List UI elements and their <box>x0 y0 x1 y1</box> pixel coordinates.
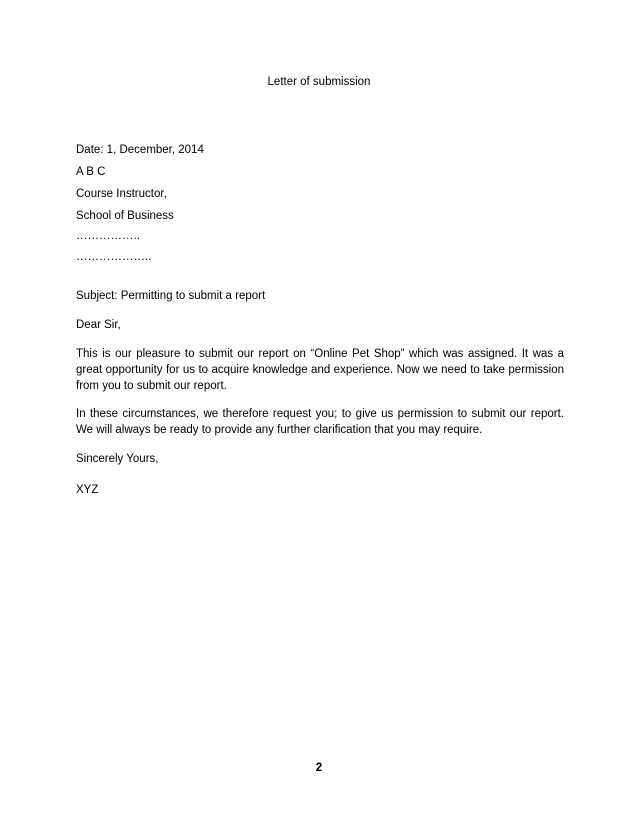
letter-signature: XYZ <box>76 484 99 496</box>
body-paragraph-1: This is our pleasure to submit our report on “Online Pet Shop” which was assigned. It was a great opportunity for us to acquire knowledge and experience. Now we need to take permission from you to submit our report. <box>76 348 564 392</box>
address-line-2: ……………….. <box>76 251 152 263</box>
letter-subject: Subject: Permitting to submit a report <box>76 290 266 302</box>
letter-date: Date: 1, December, 2014 <box>76 144 204 156</box>
recipient-department: School of Business <box>76 210 174 222</box>
letter-salutation: Dear Sir, <box>76 319 121 331</box>
body-paragraph-2: In these circumstances, we therefore request you; to give us permission to submit our report. We will always be ready to provide any further clarification that you may require. <box>76 408 564 436</box>
recipient-name: A B C <box>76 166 106 178</box>
page-number: 2 <box>315 762 323 774</box>
recipient-title: Course Instructor, <box>76 188 167 200</box>
letter-closing: Sincerely Yours, <box>76 453 159 465</box>
letter-title: Letter of submission <box>267 76 371 88</box>
address-line-1: …………….. <box>76 230 140 242</box>
